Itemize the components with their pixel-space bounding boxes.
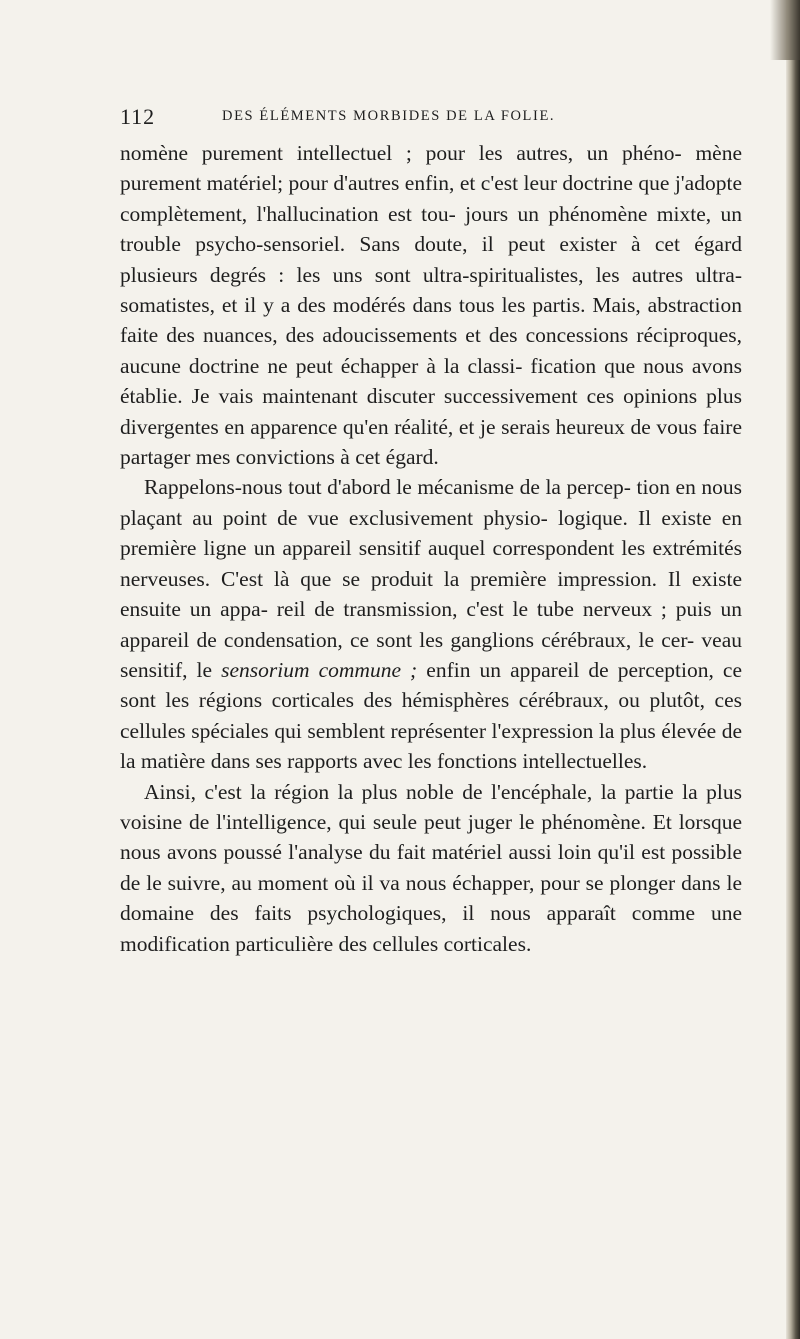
- book-page: [120, 104, 742, 959]
- running-head: [120, 104, 742, 134]
- page-number: 112: [120, 104, 156, 129]
- paragraph-2-text-end: enfin un appareil de perception, ce sont les régions corticales des hémisphères cérébraux, ou plutôt, ces cellules spéciales qui semblent représenter l'expression la plus élevée de la matière dans ses rapports avec les fonctions intellectuelles.: [120, 657, 743, 774]
- page-edge-shadow: [786, 0, 800, 1339]
- page-corner-shadow: [770, 0, 800, 60]
- paragraph-2: [120, 472, 742, 776]
- paragraph-2-italic-term: sensorium commune ;: [221, 657, 418, 682]
- paragraph-3: Ainsi, c'est la région la plus noble de l'encéphale, la partie la plus voisine de l'intelligence, qui seule peut juger le phénomène. Et lorsque nous avons poussé l'analyse du fait matériel aussi loin qu'il est possible de le suivre, au moment où il va nous échapper, pour se plonger dans le domaine des faits psychologiques, il nous apparaît comme une modification particulière des cellules corticales.: [120, 779, 742, 956]
- paragraph-1: nomène purement intellectuel ; pour les autres, un phéno- mène purement matériel; pour d'autres enfin, et c'est leur doctrine que j'adopte complètement, l'hallucination est tou- jours un phénomène mixte, un trouble psycho-sensoriel. Sans doute, il peut exister à cet égard plusieurs degrés : les uns sont ultra-spiritualistes, les autres ultra-somatistes, et il y a des modérés dans tous les partis. Mais, abstraction faite des nuances, des adoucissements et des concessions réciproques, aucune doctrine ne peut échapper à la classi- fication que nous avons établie. Je vais maintenant discuter successivement ces opinions plus divergentes en apparence qu'en réalité, et je serais heureux de vous faire partager mes convictions à cet égard.: [120, 141, 742, 470]
- paragraph-2-text-start: Rappelons-nous tout d'abord le mécanisme de la percep- tion en nous plaçant au point de vue exclusivement physio- logique. Il existe en première ligne un appareil sensitif auquel correspondent les extrémités nerveuses. C'est là que se produit la première impression. Il existe ensuite un appa- reil de transmission, c'est le tube nerveux ; puis un appareil de condensation, ce sont les ganglions cérébraux, le cer- veau sensitif, le: [120, 475, 742, 682]
- running-title: DES ÉLÉMENTS MORBIDES DE LA FOLIE.: [222, 108, 556, 124]
